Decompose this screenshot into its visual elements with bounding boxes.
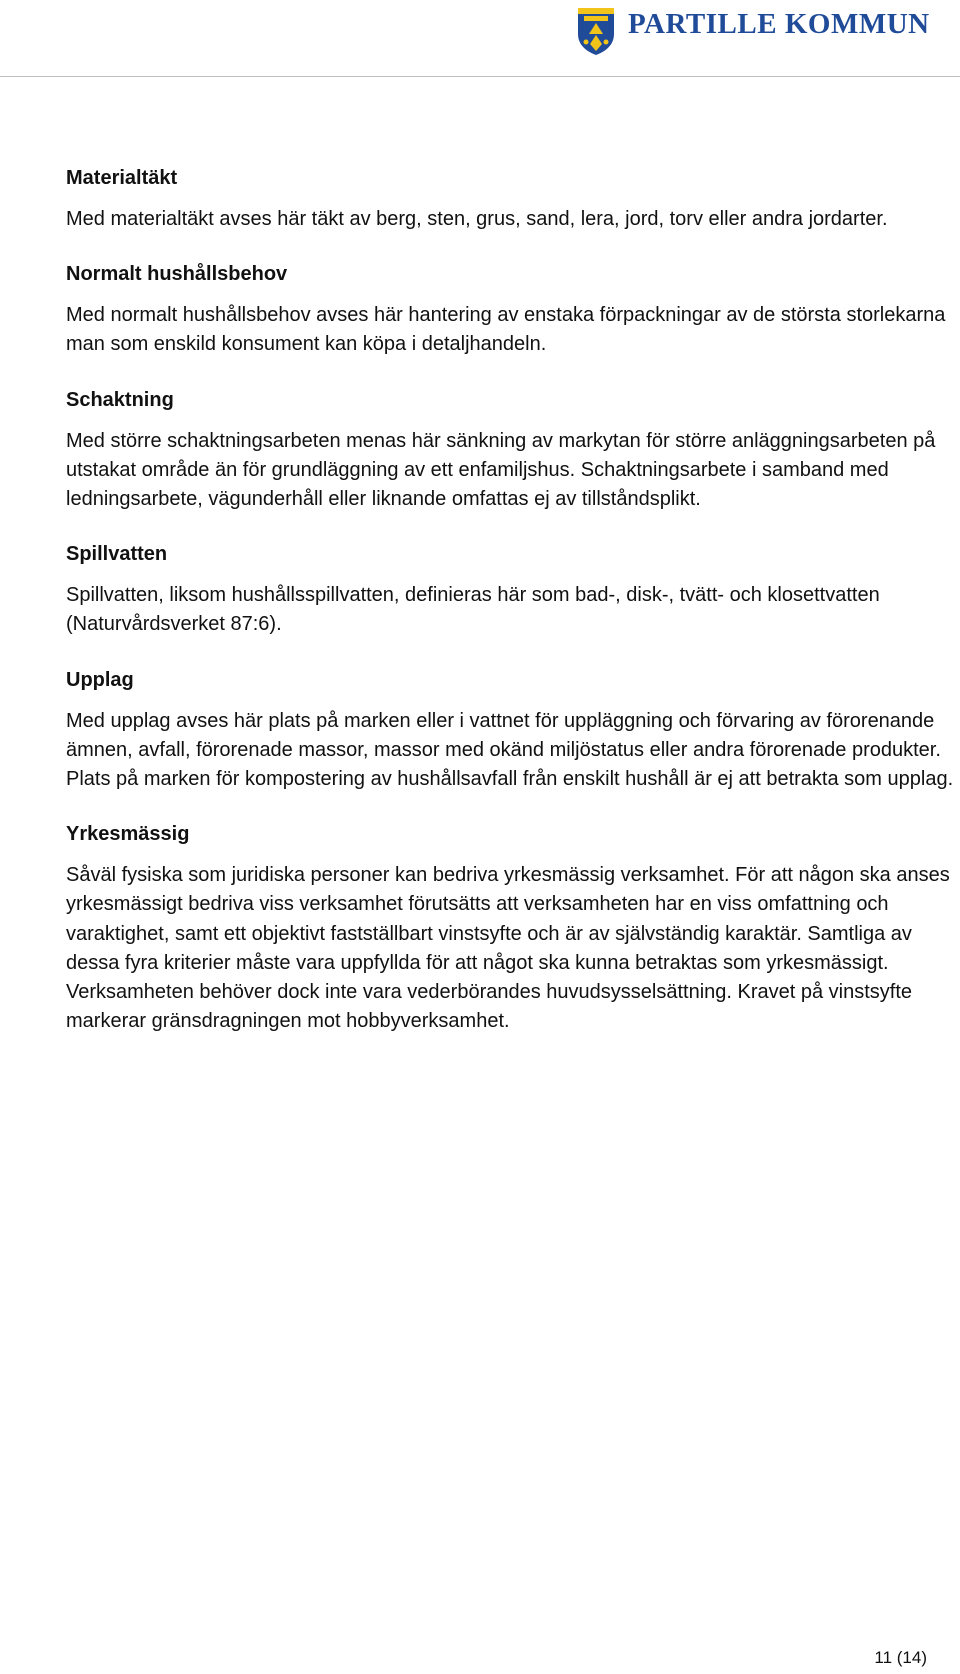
logo bbox=[576, 6, 930, 58]
section-normalt-hushallsbehov bbox=[66, 260, 960, 359]
page-header bbox=[0, 0, 960, 77]
section-heading: Yrkesmässig bbox=[66, 823, 190, 846]
section-heading: Schaktning bbox=[66, 388, 174, 411]
section-paragraph: Med normalt hushållsbehov avses här hantering av enstaka förpackningar av de största storlekarna man som enskild konsument kan köpa i detaljhandeln. bbox=[66, 304, 946, 356]
section-paragraph: Med större schaktningsarbeten menas här sänkning av markytan för större anläggningsarbeten på utstakat område än för grundläggning av ett enfamiljshus. Schaktningsarbete i samband med ledningsarbete, vägunderhåll eller liknande omfattas ej av tillståndsplikt. bbox=[66, 429, 936, 511]
section-schaktning bbox=[66, 386, 960, 515]
logo-text: PARTILLE KOMMUN bbox=[628, 8, 930, 40]
document-body bbox=[66, 164, 960, 1036]
section-paragraph: Såväl fysiska som juridiska personer kan bedriva yrkesmässig verksamhet. För att någon ska anses yrkesmässigt bedriva viss verksamhet förutsätts att verksamheten har en viss omfattning och varaktighet, samt ett objektivt fastställbart vinstsyfte och är av självständig karaktär. Samtliga av dessa fyra kriterier måste vara uppfyllda för att något ska kunna betraktas som yrkesmässigt. Verksamheten behöver dock inte vara vederbörandes huvudsysselsättning. Kravet på vinstsyfte markerar gränsdragningen mot hobbyverksamhet. bbox=[66, 864, 950, 1033]
section-spillvatten bbox=[66, 540, 960, 639]
section-paragraph: Med materialtäkt avses här täkt av berg, sten, grus, sand, lera, jord, torv eller andra jordarter. bbox=[66, 208, 888, 230]
section-heading: Normalt hushållsbehov bbox=[66, 263, 288, 286]
section-heading: Spillvatten bbox=[66, 543, 168, 566]
page-number: 11 (14) bbox=[874, 1648, 927, 1667]
section-yrkesmassig bbox=[66, 820, 960, 1036]
section-paragraph: Med upplag avses här plats på marken eller i vattnet för uppläggning och förvaring av förorenande ämnen, avfall, förorenade massor, massor med okänd miljöstatus eller andra förorenade produkter. Plats på marken för kompostering av hushållsavfall från enskilt hushåll är ej att betrakta som upplag. bbox=[66, 709, 954, 791]
coat-of-arms-icon bbox=[576, 6, 616, 56]
section-upplag bbox=[66, 666, 960, 795]
section-heading: Materialtäkt bbox=[66, 167, 178, 189]
section-heading: Upplag bbox=[66, 668, 134, 691]
section-paragraph: Spillvatten, liksom hushållsspillvatten, definieras här som bad-, disk-, tvätt- och klosettvatten (Naturvårdsverket 87:6). bbox=[66, 584, 880, 636]
section-materialtakt bbox=[66, 164, 960, 234]
